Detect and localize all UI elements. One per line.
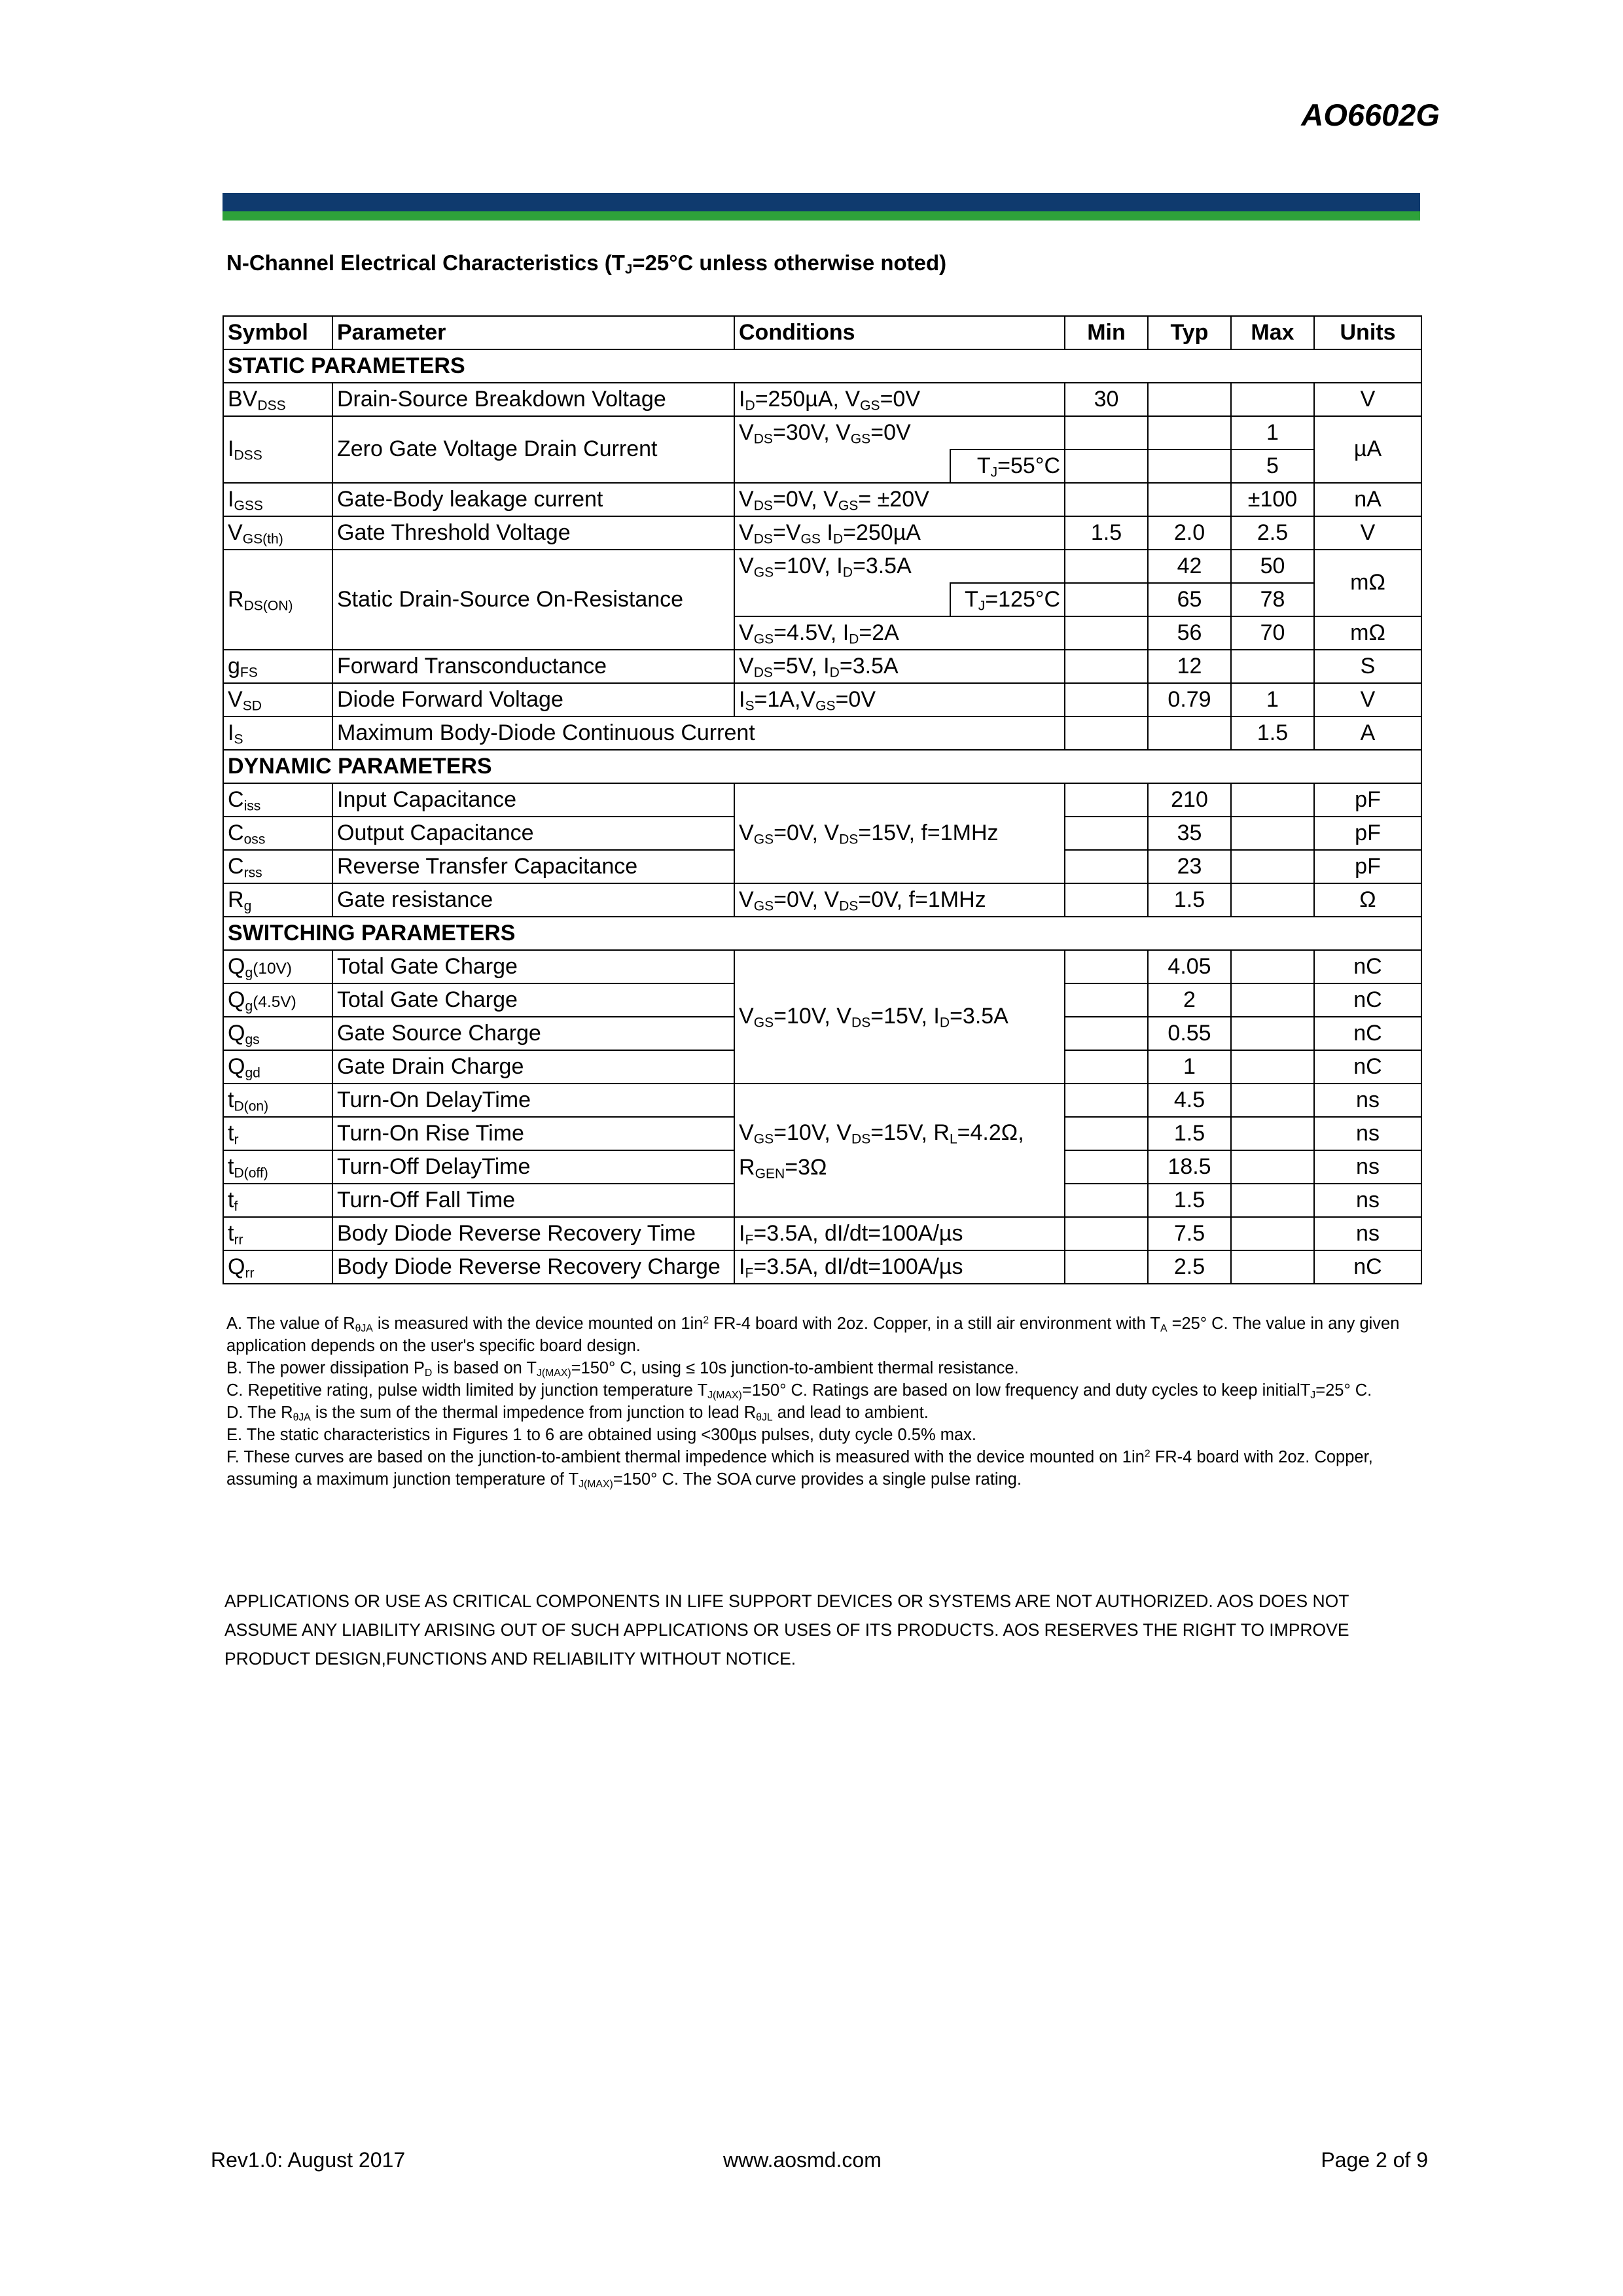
parameter-cell: Body Diode Reverse Recovery Charge xyxy=(332,1250,734,1284)
min-cell xyxy=(1065,683,1148,716)
typ-cell: 56 xyxy=(1148,616,1231,650)
symbol-cell: $I_S$ xyxy=(223,716,332,750)
typ-cell: 2.0 xyxy=(1148,516,1231,550)
conditions-cell: $V_{GS}=4.5V$, $I_D=2A$ xyxy=(734,616,1065,650)
conditions-cell: $V_{DS}=0V$, $V_{GS}= \pm 20V$ xyxy=(734,483,1065,516)
table-row xyxy=(223,716,1421,750)
header-parameter: Parameter xyxy=(332,316,734,349)
units-cell: nC xyxy=(1314,1017,1421,1050)
max-cell: 50 xyxy=(1231,550,1314,583)
min-cell xyxy=(1065,1084,1148,1117)
typ-cell: 4.5 xyxy=(1148,1084,1231,1117)
disclaimer-line: APPLICATIONS OR USE AS CRITICAL COMPONENTS IN LIFE SUPPORT DEVICES OR SYSTEMS ARE NOT AUTHORIZED. AOS DOES NOT xyxy=(224,1591,1349,1611)
typ-cell: 7.5 xyxy=(1148,1217,1231,1250)
table-row xyxy=(223,383,1421,416)
symbol-cell: $Q_g(10V)$ xyxy=(223,950,332,983)
min-cell xyxy=(1065,883,1148,917)
symbol-cell: $Q_{rr}$ xyxy=(223,1250,332,1284)
units-cell: A xyxy=(1314,716,1421,750)
header-units: Units xyxy=(1314,316,1421,349)
min-cell xyxy=(1065,1150,1148,1184)
typ-cell: 23 xyxy=(1148,850,1231,883)
min-cell xyxy=(1065,850,1148,883)
max-cell: 1 xyxy=(1231,683,1314,716)
typ-cell: 4.05 xyxy=(1148,950,1231,983)
min-cell xyxy=(1065,450,1148,483)
units-cell: nC xyxy=(1314,1250,1421,1284)
min-cell xyxy=(1065,1117,1148,1150)
symbol-cell: $t_{D(off)}$ xyxy=(223,1150,332,1184)
typ-cell: 1 xyxy=(1148,1050,1231,1084)
max-cell: 70 xyxy=(1231,616,1314,650)
min-cell xyxy=(1065,783,1148,817)
units-cell: nC xyxy=(1314,1050,1421,1084)
typ-cell xyxy=(1148,416,1231,450)
parameter-cell: Turn-Off Fall Time xyxy=(332,1184,734,1217)
symbol-cell: $t_{D(on)}$ xyxy=(223,1084,332,1117)
units-cell: nC xyxy=(1314,983,1421,1017)
conditions-cell: $I_F=3.5A$, dI/dt=100A/µs xyxy=(734,1250,1065,1284)
table-header-row xyxy=(223,316,1421,349)
max-cell: 78 xyxy=(1231,583,1314,616)
note-f: F. These curves are based on the junction-to-ambient thermal impedence which is measured with the device mounted on $1in^2$ FR-4 board with 2oz. Copper, assuming a maximum junction temperature of $T_{J(MAX)}=150^\circ$ C. The SOA curve provides a single pulse rating. xyxy=(226,1448,1373,1490)
typ-cell: 2.5 xyxy=(1148,1250,1231,1284)
units-cell: V xyxy=(1314,383,1421,416)
disclaimer-line: ASSUME ANY LIABILITY ARISING OUT OF SUCH APPLICATIONS OR USES OF ITS PRODUCTS. AOS RESERVES THE RIGHT TO IMPROVE xyxy=(224,1620,1349,1640)
typ-cell xyxy=(1148,716,1231,750)
units-cell: pF xyxy=(1314,817,1421,850)
max-cell xyxy=(1231,850,1314,883)
max-cell: 5 xyxy=(1231,450,1314,483)
parameter-cell: Maximum Body-Diode Continuous Current xyxy=(332,716,1065,750)
parameter-cell: Output Capacitance xyxy=(332,817,734,850)
table-row xyxy=(223,950,1421,983)
parameter-cell: Gate Threshold Voltage xyxy=(332,516,734,550)
table-row xyxy=(223,883,1421,917)
conditions-cell: $I_D=250\mu A$, $V_{GS}=0V$ xyxy=(734,383,1065,416)
typ-cell: 35 xyxy=(1148,817,1231,850)
note-b: B. The power dissipation $P_D$ is based on $T_{J(MAX)}=150^\circ$ C, using ≤ 10s junction-to-ambient thermal resistance. xyxy=(226,1359,1019,1379)
units-cell: µA xyxy=(1314,416,1421,483)
conditions-cell: $V_{GS}=10V$, $V_{DS}=15V$, $R_L=4.2\Omega$, $R_{GEN}=3\Omega$ xyxy=(734,1084,1065,1217)
parameter-cell: Drain-Source Breakdown Voltage xyxy=(332,383,734,416)
header-symbol: Symbol xyxy=(223,316,332,349)
conditions-cell: $V_{GS}=10V$, $V_{DS}=15V$, $I_D=3.5A$ xyxy=(734,950,1065,1084)
table-row xyxy=(223,483,1421,516)
parameter-cell: Total Gate Charge xyxy=(332,950,734,983)
electrical-characteristics-table xyxy=(223,315,1422,1284)
header-bar-blue xyxy=(223,193,1420,211)
units-cell: nA xyxy=(1314,483,1421,516)
symbol-cell: $g_{FS}$ xyxy=(223,650,332,683)
typ-cell: 0.79 xyxy=(1148,683,1231,716)
parameter-cell: Static Drain-Source On-Resistance xyxy=(332,550,734,650)
typ-cell: 1.5 xyxy=(1148,883,1231,917)
table-row xyxy=(223,1217,1421,1250)
parameter-cell: Gate Drain Charge xyxy=(332,1050,734,1084)
min-cell xyxy=(1065,550,1148,583)
parameter-cell: Turn-On Rise Time xyxy=(332,1117,734,1150)
parameter-cell: Turn-Off DelayTime xyxy=(332,1150,734,1184)
parameter-cell: Turn-On DelayTime xyxy=(332,1084,734,1117)
units-cell: mΩ xyxy=(1314,616,1421,650)
min-cell xyxy=(1065,650,1148,683)
min-cell xyxy=(1065,1184,1148,1217)
min-cell xyxy=(1065,1217,1148,1250)
typ-cell: 18.5 xyxy=(1148,1150,1231,1184)
parameter-cell: Gate-Body leakage current xyxy=(332,483,734,516)
symbol-cell: $C_{iss}$ xyxy=(223,783,332,817)
table-row xyxy=(223,516,1421,550)
units-cell: ns xyxy=(1314,1217,1421,1250)
max-cell xyxy=(1231,1150,1314,1184)
symbol-cell: $I_{DSS}$ xyxy=(223,416,332,483)
units-cell: ns xyxy=(1314,1117,1421,1150)
units-cell: S xyxy=(1314,650,1421,683)
symbol-cell: $t_r$ xyxy=(223,1117,332,1150)
typ-cell: 1.5 xyxy=(1148,1117,1231,1150)
units-cell: Ω xyxy=(1314,883,1421,917)
note-e: E. The static characteristics in Figures 1 to 6 are obtained using <300µs pulses, duty cycle 0.5% max. xyxy=(226,1426,977,1444)
section-dynamic: DYNAMIC PARAMETERS xyxy=(223,750,1421,783)
symbol-cell: $C_{rss}$ xyxy=(223,850,332,883)
table-row xyxy=(223,1084,1421,1117)
max-cell xyxy=(1231,1017,1314,1050)
max-cell xyxy=(1231,783,1314,817)
parameter-cell: Gate Source Charge xyxy=(332,1017,734,1050)
parameter-cell: Total Gate Charge xyxy=(332,983,734,1017)
units-cell: ns xyxy=(1314,1150,1421,1184)
note-c: C. Repetitive rating, pulse width limited by junction temperature $T_{J(MAX)}=150^\circ$ C. Ratings are based on low frequency and duty cycles to keep initialT$_J$=25° C. xyxy=(226,1381,1372,1401)
table-row xyxy=(223,683,1421,716)
units-cell: mΩ xyxy=(1314,550,1421,616)
symbol-cell: $R_g$ xyxy=(223,883,332,917)
parameter-cell: Zero Gate Voltage Drain Current xyxy=(332,416,734,483)
symbol-cell: $t_f$ xyxy=(223,1184,332,1217)
typ-cell: 65 xyxy=(1148,583,1231,616)
max-cell xyxy=(1231,383,1314,416)
min-cell xyxy=(1065,416,1148,450)
symbol-cell: $C_{oss}$ xyxy=(223,817,332,850)
typ-cell xyxy=(1148,450,1231,483)
max-cell xyxy=(1231,1050,1314,1084)
parameter-cell: Body Diode Reverse Recovery Time xyxy=(332,1217,734,1250)
typ-cell xyxy=(1148,383,1231,416)
symbol-cell: $V_{GS(th)}$ xyxy=(223,516,332,550)
symbol-cell: $Q_g(4.5V)$ xyxy=(223,983,332,1017)
footer-revision: Rev1.0: August 2017 xyxy=(211,2148,406,2172)
disclaimer-line: PRODUCT DESIGN,FUNCTIONS AND RELIABILITY WITHOUT NOTICE. xyxy=(224,1649,796,1669)
min-cell xyxy=(1065,983,1148,1017)
symbol-cell: $Q_{gs}$ xyxy=(223,1017,332,1050)
header-bar-green xyxy=(223,211,1420,221)
min-cell xyxy=(1065,817,1148,850)
conditions-cell: $V_{DS}=30V$, $V_{GS}=0V$ xyxy=(734,416,1065,450)
min-cell: 1.5 xyxy=(1065,516,1148,550)
symbol-cell: $BV_{DSS}$ xyxy=(223,383,332,416)
units-cell: pF xyxy=(1314,783,1421,817)
parameter-cell: Input Capacitance xyxy=(332,783,734,817)
note-a: A. The value of $R_{\theta JA}$ is measured with the device mounted on $1in^2$ FR-4 board with 2oz. Copper, in a still air environment with $T_A =25^\circ$ C. The value in any given application depends on the user's specific board design. xyxy=(226,1315,1400,1355)
parameter-cell: Reverse Transfer Capacitance xyxy=(332,850,734,883)
min-cell xyxy=(1065,616,1148,650)
min-cell xyxy=(1065,583,1148,616)
conditions-cell xyxy=(734,450,950,483)
units-cell: pF xyxy=(1314,850,1421,883)
min-cell xyxy=(1065,1017,1148,1050)
footnotes xyxy=(226,1313,1418,1491)
conditions-cell: $I_F=3.5A$, dI/dt=100A/µs xyxy=(734,1217,1065,1250)
conditions-cell: $I_S=1A,V_{GS}=0V$ xyxy=(734,683,1065,716)
legal-disclaimer xyxy=(224,1587,1422,1673)
units-cell: V xyxy=(1314,683,1421,716)
header-min: Min xyxy=(1065,316,1148,349)
units-cell: V xyxy=(1314,516,1421,550)
parameter-cell: Diode Forward Voltage xyxy=(332,683,734,716)
section-switching: SWITCHING PARAMETERS xyxy=(223,917,1421,950)
max-cell: ±100 xyxy=(1231,483,1314,516)
max-cell xyxy=(1231,650,1314,683)
max-cell xyxy=(1231,1184,1314,1217)
typ-cell: 42 xyxy=(1148,550,1231,583)
table-row xyxy=(223,650,1421,683)
max-cell xyxy=(1231,983,1314,1017)
footer-website: www.aosmd.com xyxy=(723,2148,882,2172)
conditions-cell: $T_J=55^\circ C$ xyxy=(950,450,1065,483)
header-max: Max xyxy=(1231,316,1314,349)
units-cell: ns xyxy=(1314,1184,1421,1217)
typ-cell: 1.5 xyxy=(1148,1184,1231,1217)
max-cell xyxy=(1231,1084,1314,1117)
max-cell: 1 xyxy=(1231,416,1314,450)
max-cell xyxy=(1231,1117,1314,1150)
conditions-cell: $V_{GS}=10V$, $I_D=3.5A$ xyxy=(734,550,1065,583)
typ-cell xyxy=(1148,483,1231,516)
note-d: D. The $R_{\theta JA}$ is the sum of the thermal impedence from junction to lead $R_{\theta JL}$ and lead to ambient. xyxy=(226,1404,929,1423)
parameter-cell: Forward Transconductance xyxy=(332,650,734,683)
max-cell xyxy=(1231,817,1314,850)
header-conditions: Conditions xyxy=(734,316,1065,349)
max-cell xyxy=(1231,1217,1314,1250)
min-cell xyxy=(1065,716,1148,750)
table-row xyxy=(223,550,1421,583)
section-title: N-Channel Electrical Characteristics ($T_J=25^\circ C$ unless otherwise noted) xyxy=(226,251,947,277)
table-row xyxy=(223,783,1421,817)
max-cell: 1.5 xyxy=(1231,716,1314,750)
section-static: STATIC PARAMETERS xyxy=(223,349,1421,383)
units-cell: nC xyxy=(1314,950,1421,983)
conditions-cell: $V_{DS}=V_{GS}$ $I_D=250\mu A$ xyxy=(734,516,1065,550)
symbol-cell: $Q_{gd}$ xyxy=(223,1050,332,1084)
typ-cell: 12 xyxy=(1148,650,1231,683)
max-cell xyxy=(1231,883,1314,917)
symbol-cell: $R_{DS(ON)}$ xyxy=(223,550,332,650)
max-cell: 2.5 xyxy=(1231,516,1314,550)
typ-cell: 0.55 xyxy=(1148,1017,1231,1050)
symbol-cell: $I_{GSS}$ xyxy=(223,483,332,516)
header-typ: Typ xyxy=(1148,316,1231,349)
footer-page-number: Page 2 of 9 xyxy=(1321,2148,1428,2172)
max-cell xyxy=(1231,1250,1314,1284)
conditions-cell xyxy=(734,583,950,616)
typ-cell: 2 xyxy=(1148,983,1231,1017)
min-cell: 30 xyxy=(1065,383,1148,416)
conditions-cell: $V_{DS}=5V$, $I_D=3.5A$ xyxy=(734,650,1065,683)
symbol-cell: $t_{rr}$ xyxy=(223,1217,332,1250)
symbol-cell: $V_{SD}$ xyxy=(223,683,332,716)
typ-cell: 210 xyxy=(1148,783,1231,817)
min-cell xyxy=(1065,483,1148,516)
max-cell xyxy=(1231,950,1314,983)
part-number: AO6602G xyxy=(1301,97,1440,132)
min-cell xyxy=(1065,1250,1148,1284)
min-cell xyxy=(1065,950,1148,983)
units-cell: ns xyxy=(1314,1084,1421,1117)
table-row xyxy=(223,1250,1421,1284)
table-row xyxy=(223,416,1421,450)
conditions-cell: $V_{GS}=0V$, $V_{DS}=15V$, f=1MHz xyxy=(734,783,1065,883)
parameter-cell: Gate resistance xyxy=(332,883,734,917)
conditions-cell: $T_J=125^\circ C$ xyxy=(950,583,1065,616)
conditions-cell: $V_{GS}=0V$, $V_{DS}=0V$, f=1MHz xyxy=(734,883,1065,917)
min-cell xyxy=(1065,1050,1148,1084)
